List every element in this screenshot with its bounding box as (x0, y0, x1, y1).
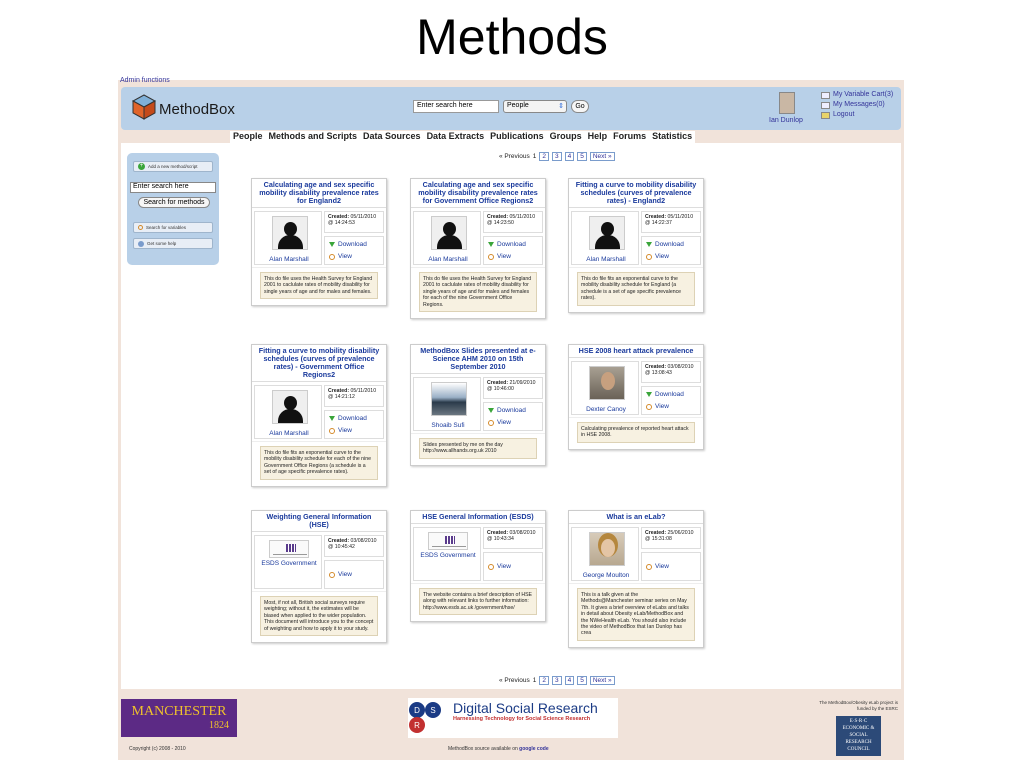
download-link[interactable]: Download (329, 415, 367, 422)
pager-page[interactable]: 3 (552, 676, 562, 685)
pager-page[interactable]: 4 (565, 152, 575, 161)
card-details (569, 524, 703, 584)
method-card (410, 510, 546, 622)
pager-page[interactable]: 2 (539, 676, 549, 685)
download-arrow-icon (488, 242, 494, 247)
card-details (411, 374, 545, 434)
svg-text:D: D (414, 706, 420, 715)
view-link[interactable]: View (646, 403, 669, 410)
search-methods-button[interactable]: Search for methods (138, 197, 210, 208)
pager-previous[interactable]: « Previous (499, 153, 530, 160)
card-title-link[interactable]: Calculating age and sex specific mobility disability prevalence rates for England2 (252, 179, 386, 208)
methodbox-cube-icon (131, 93, 157, 121)
author-photo[interactable] (589, 366, 625, 400)
card-details (252, 208, 386, 268)
card-description: This do file uses the Health Survey for England 2001 to caclulate rates of mobility disability for single years of age and for males and females. (260, 272, 378, 299)
view-link[interactable]: View (646, 253, 669, 260)
download-arrow-icon (329, 242, 335, 247)
view-link[interactable]: View (488, 253, 511, 260)
author-silhouette-icon[interactable] (272, 216, 308, 250)
download-link[interactable]: Download (646, 391, 684, 398)
card-actions (324, 560, 384, 589)
pager-top (499, 152, 615, 161)
card-details (252, 532, 386, 592)
card-description: Slides presented by me on the day http://www.allhands.org.uk 2010 (419, 438, 537, 459)
svg-text:R: R (414, 721, 420, 730)
card-title-link[interactable]: HSE General Information (ESDS) (411, 511, 545, 524)
created-info: Created: 05/11/2010 @ 14:21:12 (324, 385, 384, 407)
methodbox-window (118, 77, 904, 760)
card-description: This do file fits an exponential curve to the mobility disability schedule for England (a schedule is a set of age specific prevalence rates). (577, 272, 695, 306)
created-info: Created: 03/08/2010 @ 13:08:43 (641, 361, 701, 383)
mail-icon (821, 102, 830, 109)
magnifier-icon (646, 404, 652, 410)
pager-page[interactable]: 5 (577, 676, 587, 685)
method-card (251, 178, 387, 306)
download-arrow-icon (646, 392, 652, 397)
created-info: Created: 25/06/2010 @ 15:31:08 (641, 527, 701, 549)
created-info: Created: 03/08/2010 @ 10:45:42 (324, 535, 384, 557)
card-actions (483, 402, 543, 431)
source-note: MethodBox source available on google code (448, 746, 549, 752)
method-card (410, 344, 546, 466)
sidebar-search-input[interactable]: Enter search here (130, 182, 216, 193)
esrc-funding-note: The MethodBox/Obesity eLab project is funded by the ESRC (819, 700, 898, 711)
card-description: This is a talk given at the Methods@Manchester seminar series on May 7th. It gives a brief overview of eLabs and talks in detail about Obesity eLab/MethodBox and the NWeHealth eLab. You should also include the video of MethodBox that Ian Dunlop has crea (577, 588, 695, 641)
method-card (251, 510, 387, 643)
google-code-link[interactable]: google code (519, 746, 549, 752)
method-card (410, 178, 546, 319)
get-help-button[interactable]: Get some help (133, 238, 213, 249)
card-details (569, 208, 703, 268)
author-box (413, 211, 481, 265)
card-details (411, 524, 545, 584)
author-box (571, 211, 639, 265)
magnifier-icon (488, 564, 494, 570)
messages-link[interactable]: My Messages(0) (821, 100, 893, 110)
search-scope-value: People (507, 102, 529, 109)
nav-groups[interactable]: Groups (549, 131, 582, 141)
manchester-logo: MANCHESTER 1824 (121, 699, 237, 737)
author-name-link[interactable]: Shoaib Sufi (431, 422, 465, 429)
card-description: This do file uses the Health Survey for England 2001 to caclulate rates of mobility disability for single years of age and for males and females for each of the nine Government Office Regions. (419, 272, 537, 312)
pager-page[interactable]: 5 (577, 152, 587, 161)
author-name-link[interactable]: Alan Marshall (586, 256, 626, 263)
nav-data-sources[interactable]: Data Sources (363, 131, 421, 141)
card-details (252, 382, 386, 442)
author-name-link[interactable]: Alan Marshall (428, 256, 468, 263)
author-silhouette-icon[interactable] (272, 390, 308, 424)
author-name-link[interactable]: Alan Marshall (269, 430, 309, 437)
view-link[interactable]: View (488, 419, 511, 426)
admin-functions-link[interactable]: Admin functions (120, 77, 170, 84)
pager-previous[interactable]: « Previous (499, 677, 530, 684)
created-info: Created: 05/11/2010 @ 14:23:50 (483, 211, 543, 233)
nav-help[interactable]: Help (587, 131, 608, 141)
variable-cart-link[interactable]: My Variable Cart(3) (821, 90, 893, 100)
sidebar (127, 153, 219, 265)
author-box (254, 211, 322, 265)
author-box (254, 385, 322, 439)
author-box (571, 361, 639, 415)
card-title-link[interactable]: Calculating age and sex specific mobility disability prevalence rates for Government Office Regions2 (411, 179, 545, 208)
card-description: The website contains a brief description of HSE along with relevant links to further information: http://www.esds.ac.uk /government/hse/ (419, 588, 537, 615)
view-link[interactable]: View (488, 563, 511, 570)
card-title-link[interactable]: Weighting General Information (HSE) (252, 511, 386, 532)
method-card (251, 344, 387, 487)
card-actions (324, 410, 384, 439)
card-title-link[interactable]: HSE 2008 heart attack prevalence (569, 345, 703, 358)
author-box (413, 377, 481, 431)
download-link[interactable]: Download (488, 407, 526, 414)
digital-social-research-logo (408, 698, 618, 738)
author-name-link[interactable]: Alan Marshall (269, 256, 309, 263)
esds-logo[interactable] (269, 540, 309, 558)
copyright-text: Copyright (c) 2008 - 2010 (129, 746, 186, 752)
author-name-link[interactable]: ESDS Government (261, 560, 317, 567)
download-arrow-icon (329, 416, 335, 421)
svg-text:S: S (430, 706, 436, 715)
author-photo[interactable] (589, 532, 625, 566)
card-title-link[interactable]: MethodBox Slides presented at e-Science AHM 2010 on 15th September 2010 (411, 345, 545, 374)
download-arrow-icon (646, 242, 652, 247)
card-actions (641, 386, 701, 415)
magnifier-icon (646, 564, 652, 570)
magnifier-icon (329, 428, 335, 434)
pager-page[interactable]: 2 (539, 152, 549, 161)
esds-logo[interactable] (428, 532, 468, 550)
nav-data-extracts[interactable]: Data Extracts (426, 131, 485, 141)
user-avatar[interactable] (779, 92, 795, 114)
download-link[interactable]: Download (646, 241, 684, 248)
search-variables-button[interactable]: Search for variables (133, 222, 213, 233)
dsr-title: Digital Social Research (453, 700, 598, 716)
card-title-link[interactable]: Fitting a curve to mobility disability schedules (curves of prevalence rates) - Government Office Regions2 (252, 345, 386, 382)
method-card (568, 510, 704, 648)
nav-publications[interactable]: Publications (490, 131, 544, 141)
nav-forums[interactable]: Forums (613, 131, 647, 141)
pager-page[interactable]: 3 (552, 152, 562, 161)
card-actions (483, 236, 543, 265)
card-description: Calculating prevalence of reported heart attack in HSE 2008. (577, 422, 695, 443)
pager-page[interactable]: 4 (565, 676, 575, 685)
go-button[interactable]: Go (571, 100, 589, 113)
user-name-link[interactable]: Ian Dunlop (769, 117, 803, 124)
nav-methods-and-scripts[interactable]: Methods and Scripts (268, 131, 358, 141)
author-silhouette-icon[interactable] (589, 216, 625, 250)
method-card (568, 178, 704, 313)
pager-next[interactable]: Next » (590, 676, 615, 685)
created-info: Created: 03/08/2010 @ 10:43:34 (483, 527, 543, 549)
help-icon (138, 241, 144, 247)
method-card (568, 344, 704, 450)
main-nav (230, 131, 695, 143)
nav-statistics[interactable]: Statistics (652, 131, 693, 141)
esrc-logo: E·S·R·C ECONOMIC & SOCIAL RESEARCH COUNCIL (836, 716, 881, 756)
dsr-mark-icon (408, 700, 442, 734)
header-search-input[interactable]: Enter search here (413, 100, 499, 113)
card-description: Most, if not all, British social surveys require weighting; without it, the estimates will be biased when applied to the wider population. This document will introduce you to the concept of weighting and how to apply it to your study. (260, 596, 378, 636)
user-links (821, 90, 893, 120)
created-info: Created: 05/11/2010 @ 14:22:37 (641, 211, 701, 233)
pager-current: 1 (532, 677, 537, 684)
created-info: Created: 21/09/2010 @ 10:46:00 (483, 377, 543, 399)
card-title-link[interactable]: What is an eLab? (569, 511, 703, 524)
author-box (571, 527, 639, 581)
select-arrows-icon: ⇕ (558, 103, 564, 110)
view-link[interactable]: View (329, 253, 352, 260)
content-area (121, 143, 901, 689)
author-name-link[interactable]: Dexter Canoy (586, 406, 626, 413)
author-silhouette-icon[interactable] (431, 216, 467, 250)
slide-title: Methods (416, 9, 608, 65)
download-link[interactable]: Download (488, 241, 526, 248)
magnifier-icon (138, 225, 143, 230)
magnifier-icon (488, 254, 494, 260)
card-details (569, 358, 703, 418)
add-method-button[interactable]: + Add a new method/script (133, 161, 213, 172)
author-photo[interactable] (431, 382, 467, 416)
magnifier-icon (329, 572, 335, 578)
view-link[interactable]: View (329, 571, 352, 578)
card-actions (483, 552, 543, 581)
created-info: Created: 05/11/2010 @ 14:24:53 (324, 211, 384, 233)
pager-next[interactable]: Next » (590, 152, 615, 161)
logout-icon (821, 112, 830, 119)
download-link[interactable]: Download (329, 241, 367, 248)
view-link[interactable]: View (329, 427, 352, 434)
logout-link[interactable]: Logout (821, 110, 893, 120)
magnifier-icon (646, 254, 652, 260)
author-name-link[interactable]: ESDS Government (420, 552, 476, 559)
card-actions (641, 552, 701, 581)
view-link[interactable]: View (646, 563, 669, 570)
card-details (411, 208, 545, 268)
download-arrow-icon (488, 408, 494, 413)
logo-text: MethodBox (159, 101, 235, 118)
card-title-link[interactable]: Fitting a curve to mobility disability schedules (curves of prevalence rates) - England2 (569, 179, 703, 208)
card-description: This do file fits an exponential curve to the mobility disability schedule for each of the nine Government Office Regions (a schedule is a set of age specific prevalence rates). (260, 446, 378, 480)
author-box (413, 527, 481, 581)
card-actions (641, 236, 701, 265)
site-header (121, 87, 901, 130)
pager-bottom (499, 676, 615, 685)
author-name-link[interactable]: George Moulton (582, 572, 630, 579)
magnifier-icon (329, 254, 335, 260)
methodbox-logo[interactable] (131, 93, 251, 125)
cart-icon (821, 92, 830, 99)
magnifier-icon (488, 420, 494, 426)
card-actions (324, 236, 384, 265)
nav-people[interactable]: People (233, 131, 263, 141)
pager-current: 1 (532, 153, 537, 160)
search-scope-select[interactable] (503, 100, 567, 113)
dsr-tagline: Harnessing Technology for Social Science Research (453, 716, 591, 722)
author-box (254, 535, 322, 589)
add-icon: + (139, 163, 144, 169)
